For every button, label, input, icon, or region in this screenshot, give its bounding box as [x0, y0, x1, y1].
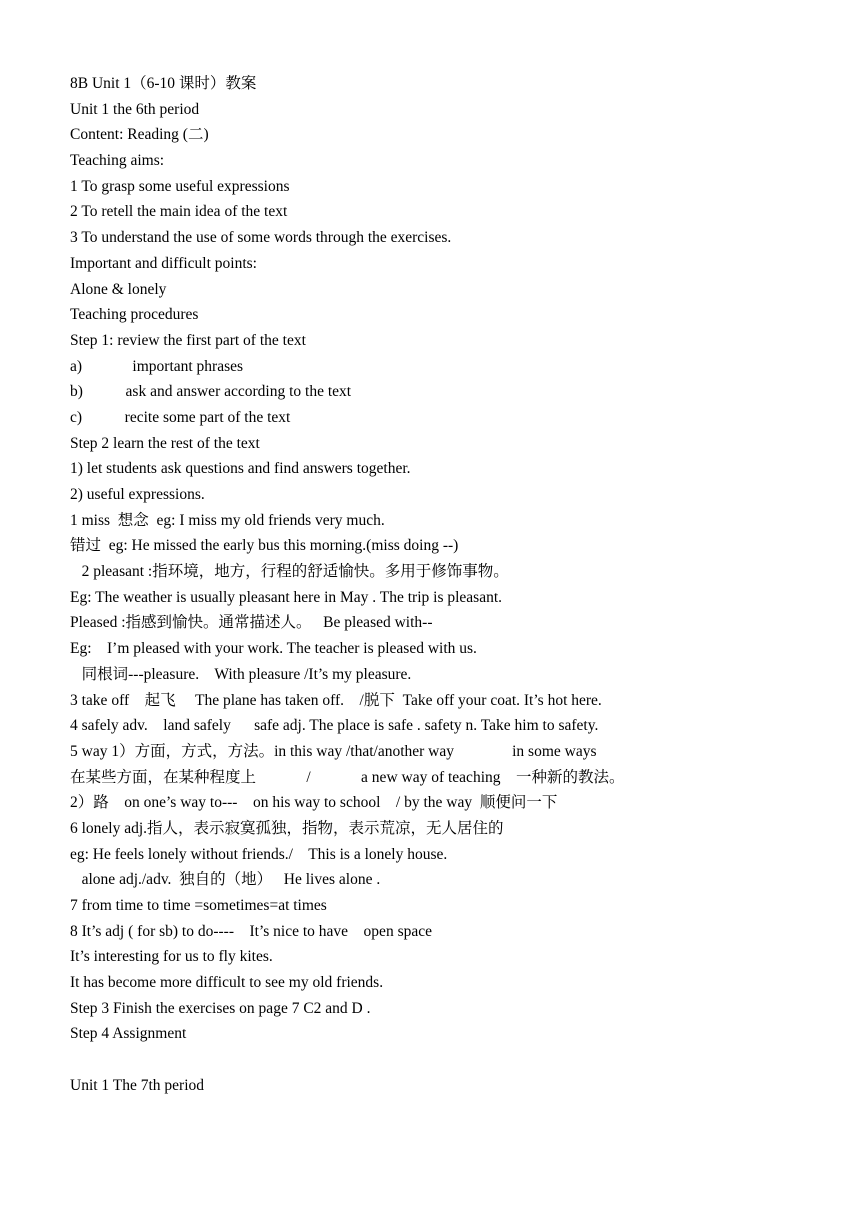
text-line: 5 way 1）方面，方式，方法。in this way /that/another way in some ways [70, 742, 597, 760]
text-line: 2) useful expressions. [70, 486, 205, 503]
text-line: 错过 eg: He missed the early bus this morning.(miss doing --) [70, 537, 459, 555]
text-line: 8 It’s adj ( for sb) to do---- It’s nice to have open space [70, 922, 432, 940]
text-line: alone adj./adv. 独自的（地） He lives alone . [70, 871, 381, 889]
text-line: 2）路 on one’s way to--- on his way to school / by the way 顺便问一下 [70, 794, 558, 812]
text-line: Step 1: review the first part of the text [70, 331, 306, 349]
text-line: 1 To grasp some useful expressions [70, 177, 290, 195]
text-line: It’s interesting for us to fly kites. [70, 948, 273, 966]
text-line: 6 lonely adj.指人，表示寂寞孤独，指物，表示荒凉，无人居住的 [70, 819, 504, 837]
text-line: Teaching procedures [70, 306, 199, 324]
text-line: Unit 1 The 7th period [70, 1076, 205, 1094]
text-line: Teaching aims: [70, 152, 165, 170]
text-line: Step 2 learn the rest of the text [70, 434, 260, 452]
text-line: a) important phrases [70, 357, 244, 375]
text-line: 同根词---pleasure. With pleasure /It’s my pleasure. [70, 665, 412, 683]
text-line: 4 safely adv. land safely safe adj. The place is safe . safety n. Take him to safety. [70, 717, 599, 735]
text-line: 3 To understand the use of some words through the exercises. [70, 229, 452, 247]
text-line: 在某些方面，在某种程度上 / a new way of teaching 一种新的教法。 [70, 768, 625, 786]
text-line: Alone & lonely [70, 280, 167, 298]
text-line: Important and difficult points: [70, 254, 257, 272]
text-line: c) recite some part of the text [70, 408, 291, 426]
text-line: 2 To retell the main idea of the text [70, 203, 288, 221]
document-page [70, 71, 830, 1099]
text-line: Step 4 Assignment [70, 1025, 187, 1043]
text-line: b) ask and answer according to the text [70, 383, 352, 401]
text-line: Pleased :指感到愉快。通常描述人。 Be pleased with-- [70, 614, 433, 632]
text-line: Unit 1 the 6th period [70, 100, 200, 118]
text-line: Step 3 Finish the exercises on page 7 C2 and D . [70, 999, 371, 1017]
text-line: 2 pleasant :指环境，地方，行程的舒适愉快。多用于修饰事物。 [70, 563, 509, 581]
text-line: Content: Reading (二) [70, 126, 209, 144]
text-line: 1 miss 想念 eg: I miss my old friends very much. [70, 511, 385, 529]
text-line: 3 take off 起飞 The plane has taken off. /脱下 Take off your coat. It’s hot here. [70, 691, 602, 709]
text-line: eg: He feels lonely without friends./ This is a lonely house. [70, 845, 448, 863]
text-line: Eg: I’m pleased with your work. The teacher is pleased with us. [70, 640, 477, 658]
text-line: It has become more difficult to see my old friends. [70, 974, 384, 992]
text-line: 7 from time to time =sometimes=at times [70, 897, 327, 914]
blank-line [70, 1047, 830, 1073]
text-line: 1) let students ask questions and find answers together. [70, 460, 411, 478]
text-line: Eg: The weather is usually pleasant here in May . The trip is pleasant. [70, 588, 503, 606]
text-line: 8B Unit 1（6-10 课时）教案 [70, 75, 257, 92]
